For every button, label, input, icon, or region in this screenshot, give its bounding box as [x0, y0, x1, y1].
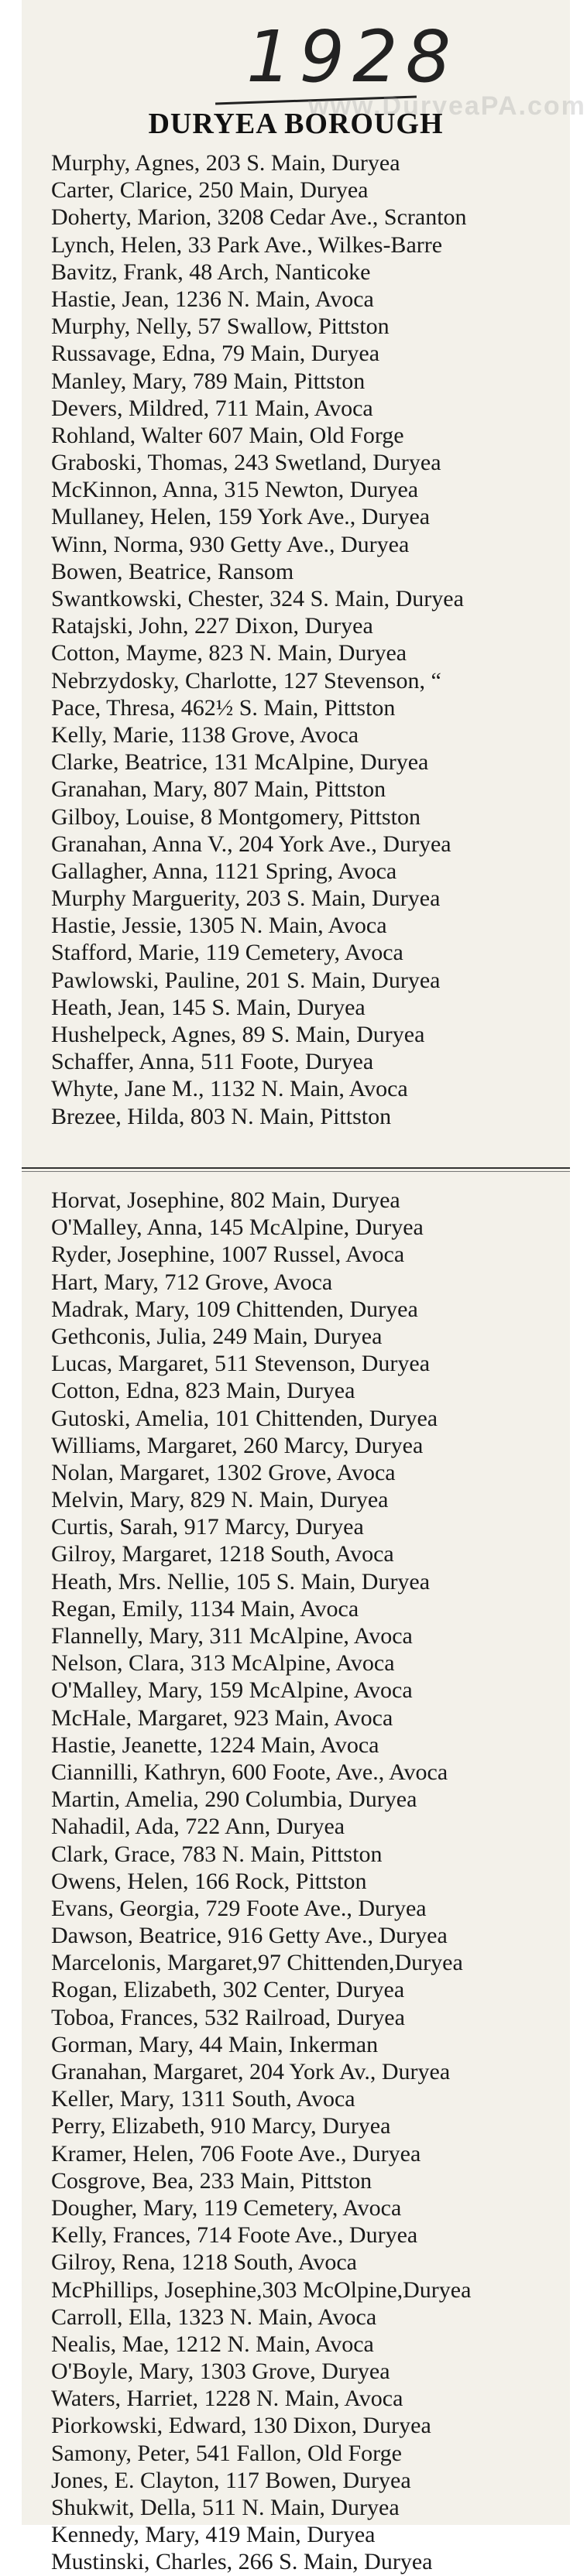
list-entry: Nahadil, Ada, 722 Ann, Duryea: [51, 1814, 345, 1840]
list-entry: Dougher, Mary, 119 Cemetery, Avoca: [51, 2194, 402, 2221]
list-entry: Graboski, Thomas, 243 Swetland, Duryea: [51, 450, 441, 476]
list-entry: Lucas, Margaret, 511 Stevenson, Duryea: [51, 1351, 431, 1377]
list-entry: Gilroy, Margaret, 1218 South, Avoca: [51, 1541, 394, 1567]
list-entry: Cotton, Mayme, 823 N. Main, Duryea: [51, 640, 407, 666]
list-entry: Granahan, Mary, 807 Main, Pittston: [51, 776, 386, 803]
list-entry: Ryder, Josephine, 1007 Russel, Avoca: [51, 1242, 405, 1268]
list-entry: Bavitz, Frank, 48 Arch, Nanticoke: [51, 259, 371, 285]
name-list-first-column-section: [51, 149, 562, 1130]
list-entry: Ciannilli, Kathryn, 600 Foote, Ave., Avoca: [51, 1759, 448, 1785]
list-entry: McKinnon, Anna, 315 Newton, Duryea: [51, 477, 419, 503]
list-entry: Nealis, Mae, 1212 N. Main, Avoca: [51, 2331, 374, 2357]
list-entry: Russavage, Edna, 79 Main, Duryea: [51, 341, 380, 367]
list-entry: Whyte, Jane M., 1132 N. Main, Avoca: [51, 1076, 408, 1102]
list-entry: Melvin, Mary, 829 N. Main, Duryea: [51, 1487, 389, 1513]
list-entry: Gethconis, Julia, 249 Main, Duryea: [51, 1323, 383, 1349]
list-entry: Nelson, Clara, 313 McAlpine, Avoca: [51, 1650, 395, 1677]
list-entry: Horvat, Josephine, 802 Main, Duryea: [51, 1187, 400, 1213]
list-entry: Cotton, Edna, 823 Main, Duryea: [51, 1378, 355, 1404]
list-entry: Toboa, Frances, 532 Railroad, Duryea: [51, 2004, 405, 2030]
list-entry: Martin, Amelia, 290 Columbia, Duryea: [51, 1786, 417, 1813]
list-entry: Brezee, Hilda, 803 N. Main, Pittston: [51, 1103, 392, 1129]
list-entry: Evans, Georgia, 729 Foote Ave., Duryea: [51, 1895, 427, 1921]
list-entry: Hart, Mary, 712 Grove, Avoca: [51, 1269, 333, 1295]
list-entry: Hastie, Jean, 1236 N. Main, Avoca: [51, 286, 374, 312]
list-entry: O'Malley, Anna, 145 McAlpine, Duryea: [51, 1214, 424, 1241]
list-entry: Owens, Helen, 166 Rock, Pittston: [51, 1868, 367, 1894]
list-entry: Swantkowski, Chester, 324 S. Main, Duryea: [51, 586, 464, 611]
list-entry: Jones, E. Clayton, 117 Bowen, Duryea: [51, 2467, 411, 2493]
list-entry: Kramer, Helen, 706 Foote Ave., Duryea: [51, 2140, 421, 2167]
list-entry: Granahan, Anna V., 204 York Ave., Duryea: [51, 831, 451, 857]
list-entry: Rohland, Walter 607 Main, Old Forge: [51, 422, 404, 448]
list-entry: Nolan, Margaret, 1302 Grove, Avoca: [51, 1459, 396, 1485]
list-entry: Williams, Margaret, 260 Marcy, Duryea: [51, 1432, 424, 1458]
list-entry: Perry, Elizabeth, 910 Marcy, Duryea: [51, 2113, 391, 2139]
list-entry: Ratajski, John, 227 Dixon, Duryea: [51, 613, 373, 639]
list-entry: Gorman, Mary, 44 Main, Inkerman: [51, 2031, 379, 2057]
list-entry: Hastie, Jeanette, 1224 Main, Avoca: [51, 1732, 379, 1758]
list-entry: Kelly, Marie, 1138 Grove, Avoca: [51, 721, 359, 748]
list-entry: Nebrzydosky, Charlotte, 127 Stevenson, “: [51, 667, 441, 694]
list-entry: Pace, Thresa, 462½ S. Main, Pittston: [51, 694, 396, 721]
list-entry: O'Boyle, Mary, 1303 Grove, Duryea: [51, 2358, 390, 2385]
list-entry: Hushelpeck, Agnes, 89 S. Main, Duryea: [51, 1022, 425, 1047]
list-entry: Mullaney, Helen, 159 York Ave., Duryea: [51, 504, 431, 530]
clipping-title: DURYEA BOROUGH: [148, 108, 444, 140]
list-entry: Gilboy, Louise, 8 Montgomery, Pittston: [51, 803, 421, 830]
list-entry: Carroll, Ella, 1323 N. Main, Avoca: [51, 2304, 377, 2330]
list-entry: O'Malley, Mary, 159 McAlpine, Avoca: [51, 1677, 413, 1704]
list-entry: Gallagher, Anna, 1121 Spring, Avoca: [51, 858, 397, 884]
list-entry: Dawson, Beatrice, 916 Getty Ave., Duryea: [51, 1923, 448, 1949]
list-entry: Cosgrove, Bea, 233 Main, Pittston: [51, 2167, 372, 2194]
list-entry: Devers, Mildred, 711 Main, Avoca: [51, 395, 373, 421]
list-entry: Winn, Norma, 930 Getty Ave., Duryea: [51, 531, 410, 557]
list-entry: McPhillips, Josephine,303 McOlpine,Duryea: [51, 2276, 472, 2303]
section-divider-secondary: [22, 1171, 570, 1172]
name-list-second-section: [51, 1187, 562, 2576]
list-entry: McHale, Margaret, 923 Main, Avoca: [51, 1704, 393, 1731]
list-entry: Bowen, Beatrice, Ransom: [51, 558, 294, 584]
list-entry: Pawlowski, Pauline, 201 S. Main, Duryea: [51, 967, 441, 993]
list-entry: Gutoski, Amelia, 101 Chittenden, Duryea: [51, 1405, 438, 1431]
list-entry: Clark, Grace, 783 N. Main, Pittston: [51, 1841, 383, 1867]
handwritten-year: 1928: [246, 15, 459, 98]
list-entry: Samony, Peter, 541 Fallon, Old Forge: [51, 2440, 402, 2466]
list-entry: Flannelly, Mary, 311 McAlpine, Avoca: [51, 1623, 413, 1649]
site-watermark: www.DuryeaPA.com: [308, 91, 586, 121]
list-entry: Carter, Clarice, 250 Main, Duryea: [51, 177, 369, 204]
list-entry: Granahan, Margaret, 204 York Av., Duryea: [51, 2059, 451, 2084]
list-entry: Curtis, Sarah, 917 Marcy, Duryea: [51, 1514, 364, 1540]
list-entry: Kelly, Frances, 714 Foote Ave., Duryea: [51, 2222, 418, 2249]
list-entry: Heath, Mrs. Nellie, 105 S. Main, Duryea: [51, 1568, 431, 1595]
list-entry: Schaffer, Anna, 511 Foote, Duryea: [51, 1049, 374, 1075]
list-entry: Gilroy, Rena, 1218 South, Avoca: [51, 2249, 357, 2276]
list-entry: Mustinski, Charles, 266 S. Main, Duryea: [51, 2549, 433, 2575]
list-entry: Waters, Harriet, 1228 N. Main, Avoca: [51, 2386, 403, 2412]
list-entry: Rogan, Elizabeth, 302 Center, Duryea: [51, 1977, 405, 2003]
list-entry: Lynch, Helen, 33 Park Ave., Wilkes-Barre: [51, 231, 443, 258]
list-entry: Regan, Emily, 1134 Main, Avoca: [51, 1595, 359, 1622]
list-entry: Shukwit, Della, 511 N. Main, Duryea: [51, 2495, 400, 2520]
list-entry: Stafford, Marie, 119 Cemetery, Avoca: [51, 940, 403, 966]
list-entry: Manley, Mary, 789 Main, Pittston: [51, 368, 366, 394]
list-entry: Clarke, Beatrice, 131 McAlpine, Duryea: [51, 749, 429, 776]
list-entry: Hastie, Jessie, 1305 N. Main, Avoca: [51, 913, 387, 939]
list-entry: Piorkowski, Edward, 130 Dixon, Duryea: [51, 2413, 431, 2439]
list-entry: Keller, Mary, 1311 South, Avoca: [51, 2086, 355, 2112]
list-entry: Murphy, Nelly, 57 Swallow, Pittston: [51, 313, 390, 340]
list-entry: Murphy Marguerity, 203 S. Main, Duryea: [51, 886, 441, 912]
list-entry: Kennedy, Mary, 419 Main, Duryea: [51, 2522, 376, 2548]
section-divider: [22, 1167, 570, 1169]
list-entry: Marcelonis, Margaret,97 Chittenden,Duryea: [51, 1950, 463, 1976]
list-entry: Madrak, Mary, 109 Chittenden, Duryea: [51, 1296, 418, 1322]
newspaper-clipping: [22, 0, 586, 2575]
list-entry: Murphy, Agnes, 203 S. Main, Duryea: [51, 150, 400, 176]
list-entry: Heath, Jean, 145 S. Main, Duryea: [51, 994, 366, 1020]
list-entry: Doherty, Marion, 3208 Cedar Ave., Scranton: [51, 204, 467, 231]
